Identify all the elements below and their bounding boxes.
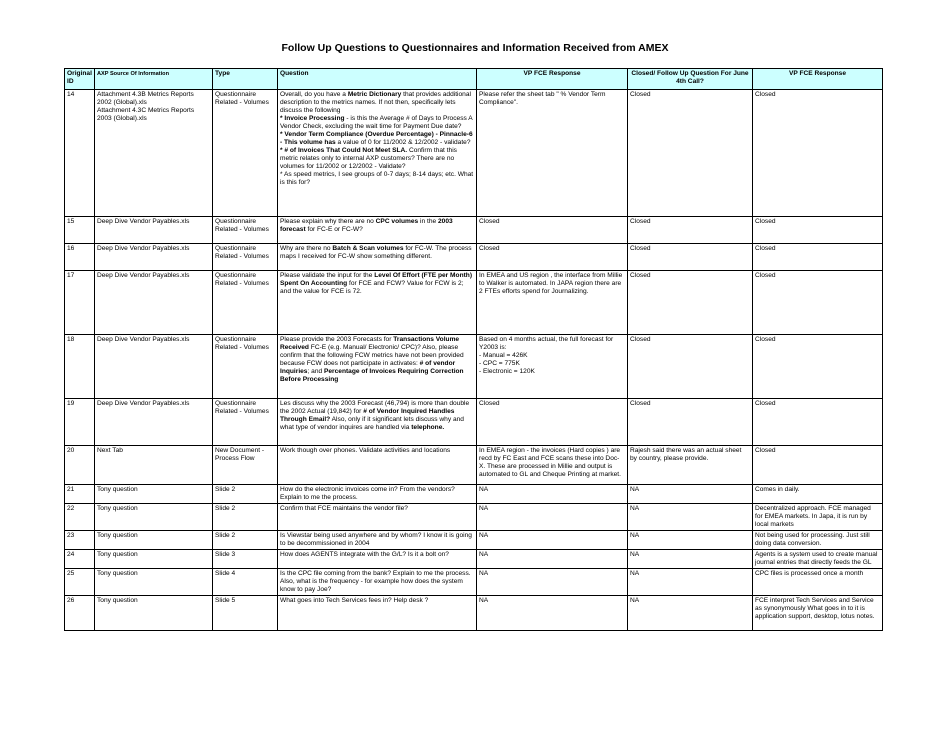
cell-vp-response-2: Closed	[753, 399, 883, 446]
table-row	[65, 90, 883, 217]
cell-vp-response: NA	[477, 485, 628, 504]
cell-closed-status: NA	[628, 504, 753, 531]
cell-source: Tony question	[95, 569, 213, 596]
table-row	[65, 217, 883, 244]
table-row	[65, 446, 883, 485]
cell-vp-response-2: Closed	[753, 217, 883, 244]
cell-vp-response-2: Closed	[753, 335, 883, 399]
cell-vp-response: Closed	[477, 217, 628, 244]
cell-vp-response-2: Closed	[753, 446, 883, 485]
table-row	[65, 531, 883, 550]
cell-closed-status: Closed	[628, 217, 753, 244]
cell-vp-response-2: Closed	[753, 244, 883, 271]
cell-original-id: 16	[65, 244, 95, 271]
cell-original-id: 20	[65, 446, 95, 485]
cell-vp-response: NA	[477, 504, 628, 531]
cell-type: Questionnaire Related - Volumes	[213, 244, 278, 271]
cell-source: Next Tab	[95, 446, 213, 485]
table-row	[65, 244, 883, 271]
cell-source: Deep Dive Vendor Payables.xls	[95, 399, 213, 446]
cell-vp-response: NA	[477, 531, 628, 550]
cell-vp-response: Based on 4 months actual, the full forecast for Y2003 is: - Manual = 426K - CPC = 775K - Electronic = 120K	[477, 335, 628, 399]
cell-vp-response-2: CPC files is processed once a month	[753, 569, 883, 596]
cell-question: Work though over phones. Validate activities and locations	[278, 446, 477, 485]
cell-question: How does AGENTS integrate with the G/L? Is it a bolt on?	[278, 550, 477, 569]
page-title: Follow Up Questions to Questionnaires and Information Received from AMEX	[281, 42, 669, 54]
cell-type: Questionnaire Related - Volumes	[213, 335, 278, 399]
cell-question: Please explain why there are no CPC volumes in the 2003 forecast for FC-E or FC-W?	[278, 217, 477, 244]
table-row	[65, 485, 883, 504]
cell-vp-response-2: FCE interpret Tech Services and Service as synonymously What goes in to it is application support, desktop, lotus notes.	[753, 596, 883, 631]
header-source: AXP Source Of Information	[95, 69, 213, 90]
cell-source: Tony question	[95, 550, 213, 569]
table-row	[65, 569, 883, 596]
cell-vp-response: NA	[477, 569, 628, 596]
cell-type: Questionnaire Related - Volumes	[213, 271, 278, 335]
cell-original-id: 19	[65, 399, 95, 446]
header-closed: Closed/ Follow Up Question For June 4th Call?	[628, 69, 753, 90]
cell-question: Is the CPC file coming from the bank? Explain to me the process. Also, what is the frequency - for example how does the system know to pay Joe?	[278, 569, 477, 596]
cell-original-id: 15	[65, 217, 95, 244]
cell-vp-response: In EMEA region - the invoices (Hard copies ) are recd by FC East and FCE scans these into Doc-X. These are processed in Millie and output is automated to GL and Cheque Printing at market.	[477, 446, 628, 485]
cell-source: Deep Dive Vendor Payables.xls	[95, 244, 213, 271]
cell-source: Tony question	[95, 504, 213, 531]
cell-original-id: 25	[65, 569, 95, 596]
cell-closed-status: Closed	[628, 244, 753, 271]
table-row	[65, 335, 883, 399]
cell-closed-status: NA	[628, 569, 753, 596]
cell-type: Slide 2	[213, 531, 278, 550]
cell-source: Tony question	[95, 596, 213, 631]
header-vp-response: VP FCE Response	[477, 69, 628, 90]
questions-table	[64, 68, 883, 631]
cell-original-id: 22	[65, 504, 95, 531]
header-vp-response-2: VP FCE Response	[753, 69, 883, 90]
cell-vp-response-2: Agents is a system used to create manual journal entries that directly feeds the GL	[753, 550, 883, 569]
cell-closed-status: Closed	[628, 271, 753, 335]
cell-question: Is Viewstar being used anywhere and by whom? I know it is going to be decommissioned in 2004	[278, 531, 477, 550]
cell-type: Slide 2	[213, 485, 278, 504]
cell-vp-response: NA	[477, 550, 628, 569]
cell-vp-response-2: Comes in daily.	[753, 485, 883, 504]
cell-question: Confirm that FCE maintains the vendor file?	[278, 504, 477, 531]
cell-type: New Document - Process Flow	[213, 446, 278, 485]
cell-original-id: 21	[65, 485, 95, 504]
cell-closed-status: NA	[628, 596, 753, 631]
cell-question: Please provide the 2003 Forecasts for Transactions Volume Received FC-E (e.g. Manual/ Electronic/ CPC)? Also, please confirm that the following FCW metrics have not been provided because FCW does not participate in activates: # of vendor Inquiries; and Percentage of Invoices Requiring Correction Before Processing	[278, 335, 477, 399]
cell-type: Slide 3	[213, 550, 278, 569]
header-original-id: Original ID	[65, 69, 95, 90]
header-row	[65, 69, 883, 90]
cell-original-id: 14	[65, 90, 95, 217]
cell-question: How do the electronic invoices come in? From the vendors? Explain to me the process.	[278, 485, 477, 504]
cell-question: What goes into Tech Services fees in? Help desk ?	[278, 596, 477, 631]
table-row	[65, 504, 883, 531]
cell-question: Overall, do you have a Metric Dictionary that provides additional description to the metrics names. If not then, specifically lets discuss the following * Invoice Processing - is this the Average # of Days to Process A Vendor Check, excluding the wait time for Payment Due date? * Vendor Term Compliance (Overdue Percentage) - Pinnacle-6 - This volume has a value of 0 for 11/2002 & 12/2002 - validate? * # of Invoices That Could Not Meet SLA. Confirm that this metric relates only to internal AXP customers? There are no volumes for 11/2002 or 12/2002 - Validate? * As speed metrics, I see groups of 0-7 days; 8-14 days; etc. What is this for?	[278, 90, 477, 217]
cell-vp-response: NA	[477, 596, 628, 631]
cell-original-id: 24	[65, 550, 95, 569]
cell-type: Questionnaire Related - Volumes	[213, 90, 278, 217]
cell-source: Attachment 4.3B Metrics Reports 2002 (Global).xls Attachment 4.3C Metrics Reports 2003 (Global).xls	[95, 90, 213, 217]
cell-type: Slide 4	[213, 569, 278, 596]
cell-source: Tony question	[95, 485, 213, 504]
cell-closed-status: Closed	[628, 399, 753, 446]
cell-original-id: 26	[65, 596, 95, 631]
cell-closed-status: NA	[628, 550, 753, 569]
table-row	[65, 399, 883, 446]
cell-vp-response: In EMEA and US region , the interface from Millie to Walker is automated. In JAPA region there are 2 FTEs efforts spend for Journalizing.	[477, 271, 628, 335]
cell-vp-response-2: Closed	[753, 271, 883, 335]
cell-type: Slide 5	[213, 596, 278, 631]
cell-closed-status: Closed	[628, 90, 753, 217]
cell-vp-response-2: Not being used for processing. Just still doing data conversion.	[753, 531, 883, 550]
cell-original-id: 23	[65, 531, 95, 550]
cell-closed-status: NA	[628, 531, 753, 550]
table-row	[65, 271, 883, 335]
cell-vp-response: Closed	[477, 244, 628, 271]
cell-closed-status: NA	[628, 485, 753, 504]
cell-question: Why are there no Batch & Scan volumes for FC-W. The process maps I received for FC-W show something different.	[278, 244, 477, 271]
header-question: Question	[278, 69, 477, 90]
cell-vp-response: Closed	[477, 399, 628, 446]
cell-type: Slide 2	[213, 504, 278, 531]
cell-vp-response: Please refer the sheet tab " % Vendor Term Compliance".	[477, 90, 628, 217]
cell-original-id: 17	[65, 271, 95, 335]
cell-original-id: 18	[65, 335, 95, 399]
cell-source: Deep Dive Vendor Payables.xls	[95, 335, 213, 399]
cell-question: Please validate the input for the Level Of Effort (FTE per Month) Spent On Accounting for FCE and FCW? Value for FCW is 2; and the value for FCE is 72.	[278, 271, 477, 335]
cell-source: Tony question	[95, 531, 213, 550]
cell-closed-status: Rajesh said there was an actual sheet by country, please provide.	[628, 446, 753, 485]
table-row	[65, 596, 883, 631]
cell-type: Questionnaire Related - Volumes	[213, 217, 278, 244]
cell-vp-response-2: Closed	[753, 90, 883, 217]
cell-type: Questionnaire Related - Volumes	[213, 399, 278, 446]
cell-vp-response-2: Decentralized approach. FCE managed for EMEA markets. In Japa, it is run by local markets	[753, 504, 883, 531]
header-type: Type	[213, 69, 278, 90]
cell-closed-status: Closed	[628, 335, 753, 399]
cell-question: Les discuss why the 2003 Forecast (46,794) is more than double the 2002 Actual (19,842) for # of Vendor Inquired Handles Through Email? Also, only if it significant lets discuss why and what type of vendor inquires are handled via telephone.	[278, 399, 477, 446]
table-row	[65, 550, 883, 569]
cell-source: Deep Dive Vendor Payables.xls	[95, 271, 213, 335]
cell-source: Deep Dive Vendor Payables.xls	[95, 217, 213, 244]
